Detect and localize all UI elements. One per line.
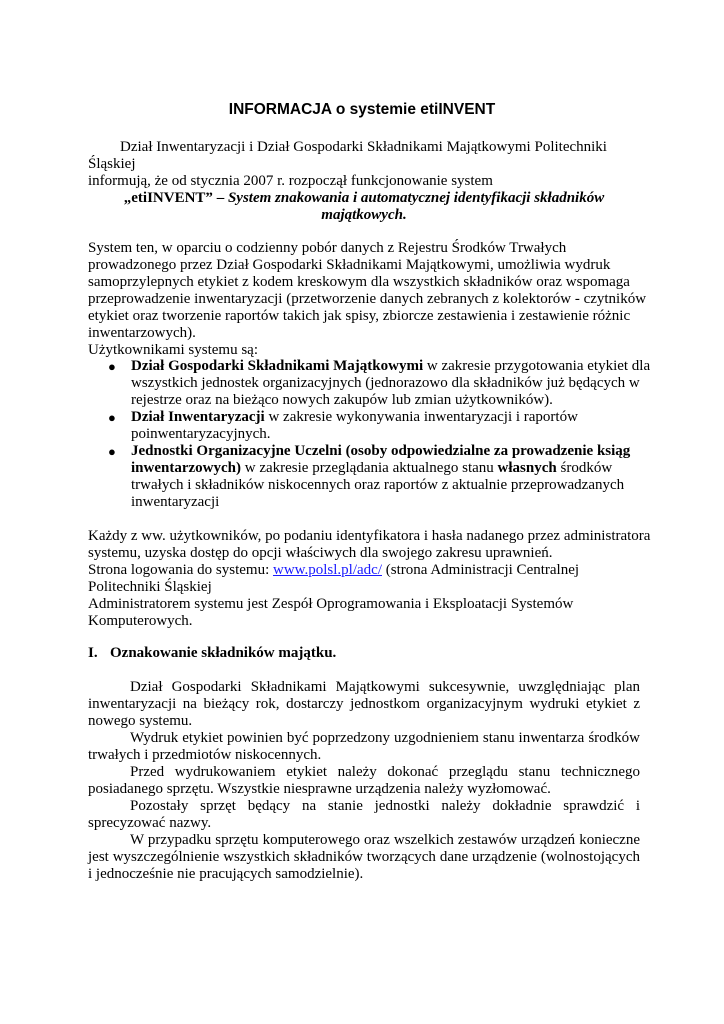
- intro-paragraph: [88, 139, 640, 190]
- login-suffix: (strona Administracji Centralnej: [382, 562, 580, 578]
- section-text: Przed wydrukowaniem etykiet należy dokonać przeglądu stanu technicznego posiadanego sprzętu. Wszystkie niesprawne urządzenia należy wyzłomować.: [88, 764, 640, 797]
- description-line: prowadzonego przez Dział Gospodarki Składnikami Majątkowymi, umożliwia wydruk: [88, 257, 611, 273]
- section-paragraph: [88, 798, 640, 832]
- intro-line-2: informują, że od stycznia 2007 r. rozpoczął funkcjonowanie system: [88, 173, 493, 189]
- bullet-icon: ●: [108, 410, 116, 425]
- description-line: etykiet oraz tworzenie raportów takich jak spisy, zbiorcze zestawienia i zestawienie różnic: [88, 308, 631, 324]
- system-name-line-2: majątkowych.: [321, 207, 407, 223]
- system-name-line-1: System znakowania i automatycznej identyfikacji składników: [227, 190, 605, 206]
- user-name-cont: inwentarzowych): [131, 460, 241, 476]
- user-scope: w zakresie wykonywania inwentaryzacji i raportów: [264, 409, 578, 425]
- section-paragraph: [88, 832, 640, 883]
- list-item: [88, 443, 640, 511]
- user-scope-line: rejestrze oraz na bieżąco nowych zakupów lub zmian użytkowników).: [131, 392, 553, 408]
- access-line: systemu, uzyska dostęp do opcji właściwych dla swojego zakresu uprawnień.: [88, 545, 553, 561]
- system-name-dash: –: [212, 190, 228, 206]
- section-text: Dział Gospodarki Składnikami Majątkowymi sukcesywnie, uwzględniając plan inwentaryzacji na bieżący rok, dostarczy jednostkom organizacyjnym wydruki etykiet z nowego systemu.: [88, 679, 640, 729]
- section-text: Pozostały sprzęt będący na stanie jednostki należy dokładnie sprawdzić i sprecyzować nazwy.: [88, 798, 640, 831]
- section-text: Wydruk etykiet powinien być poprzedzony uzgodnieniem stanu inwentarza środków trwałych i przedmiotów niskocennych.: [88, 730, 640, 763]
- bullet-icon: ●: [108, 359, 116, 374]
- user-scope-line: inwentaryzacji: [131, 494, 220, 510]
- list-item: [88, 358, 651, 409]
- user-scope-line: poinwentaryzacyjnych.: [131, 426, 271, 442]
- intro-line-1: Dział Inwentaryzacji i Dział Gospodarki Składnikami Majątkowymi Politechniki Śląskiej: [88, 139, 607, 172]
- access-paragraph: [88, 528, 651, 630]
- login-link[interactable]: www.polsl.pl/adc/: [272, 562, 382, 578]
- section-heading: [88, 645, 336, 662]
- bullet-icon: ●: [108, 444, 116, 459]
- login-line-2: Politechniki Śląskiej: [88, 579, 212, 595]
- description-line: samoprzylepnych etykiet z kodem kreskowym dla wszystkich składników oraz wspomaga: [88, 274, 630, 290]
- user-name: Jednostki Organizacyjne Uczelni (osoby odpowiedzialne za prowadzenie ksiąg: [131, 443, 631, 459]
- list-item: [88, 409, 640, 443]
- section-title: Oznakowanie składników majątku.: [110, 645, 337, 661]
- system-name-quote: „etiINVENT”: [123, 190, 213, 206]
- description-line: przeprowadzenie inwentaryzacji (przetworzenie danych zebranych z kolektorów - czytników: [88, 291, 647, 307]
- user-scope-line: trwałych i składników niskocennych oraz raportów z aktualnie przeprowadzanych: [131, 477, 625, 493]
- user-name: Dział Gospodarki Składnikami Majątkowymi: [131, 358, 424, 374]
- user-scope: środków: [556, 460, 613, 476]
- user-scope: w zakresie przeglądania aktualnego stanu: [240, 460, 498, 476]
- user-name: Dział Inwentaryzacji: [131, 409, 265, 425]
- user-scope-line: wszystkich jednostek organizacyjnych (jednorazowo dla składników już będących w: [131, 375, 640, 391]
- section-text: W przypadku sprzętu komputerowego oraz wszelkich zestawów urządzeń konieczne jest wyszczególnienie wszystkich składników tworzących dane urządzenie (wolnostojących i jednocześnie nie pracujących samodzielnie).: [88, 832, 640, 882]
- user-scope-emphasis: własnych: [497, 460, 557, 476]
- access-line: Każdy z ww. użytkowników, po podaniu identyfikatora i hasła nadanego przez administratora: [88, 528, 651, 544]
- login-prefix: Strona logowania do systemu:: [88, 562, 273, 578]
- description-line: System ten, w oparciu o codzienny pobór danych z Rejestru Środków Trwałych: [88, 240, 567, 256]
- description-line: inwentarzowych).: [88, 325, 196, 341]
- section-paragraph: [88, 730, 640, 764]
- admin-line: Administratorem systemu jest Zespół Oprogramowania i Eksploatacji Systemów: [88, 596, 574, 612]
- user-scope: w zakresie przygotowania etykiet dla: [423, 358, 651, 374]
- system-name: [100, 190, 628, 224]
- users-list: [88, 358, 651, 511]
- section-paragraph: [88, 764, 640, 798]
- section-paragraph: [88, 679, 640, 730]
- section-number: I.: [88, 645, 98, 661]
- document-title: INFORMACJA o systemie etiINVENT: [228, 101, 496, 118]
- description-paragraph: [88, 240, 647, 359]
- admin-line: Komputerowych.: [88, 613, 193, 629]
- users-intro: Użytkownikami systemu są:: [88, 342, 258, 358]
